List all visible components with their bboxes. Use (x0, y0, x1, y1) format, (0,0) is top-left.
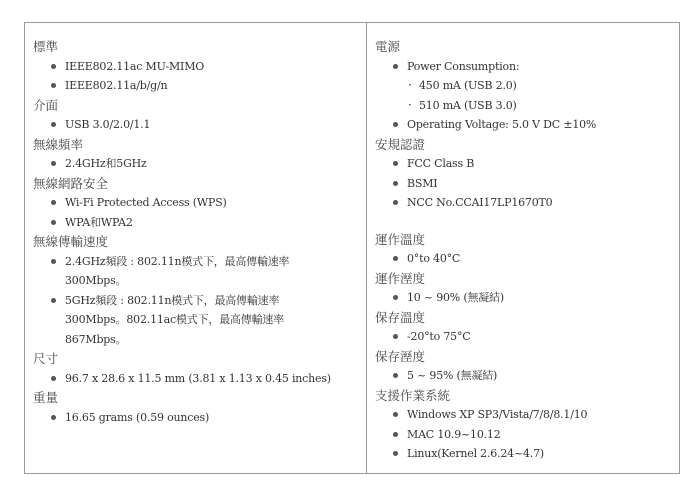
spacer (375, 213, 673, 230)
list-standard (33, 57, 360, 96)
list-item: 96.7 x 28.6 x 11.5 mm (3.81 x 1.13 x 0.45 inches) (33, 369, 360, 389)
list-item: Power Consumption: (375, 57, 673, 77)
heading-certification: 安規認證 (375, 136, 426, 152)
section-dimensions (33, 349, 360, 388)
list-dimensions (33, 369, 360, 389)
section-operating-humidity (375, 269, 673, 308)
heading-dimensions: 尺寸 (33, 351, 59, 366)
list-item: Wi-Fi Protected Access (WPS) (33, 193, 360, 213)
section-weight (33, 388, 360, 427)
list-item: IEEE802.11a/b/g/n (33, 76, 360, 96)
list-speed (33, 252, 360, 350)
list-certification (375, 154, 673, 213)
list-power (375, 57, 673, 135)
list-item: IEEE802.11ac MU-MIMO (33, 57, 360, 77)
list-interface (33, 115, 360, 135)
heading-operating-humidity: 運作溼度 (375, 270, 426, 286)
section-operating-temp (375, 230, 673, 269)
section-certification (375, 135, 673, 213)
section-interface (33, 96, 360, 135)
list-item: Windows XP SP3/Vista/7/8/8.1/10 (375, 405, 673, 425)
heading-storage-temp: 保存溫度 (375, 309, 426, 325)
list-item: Operating Voltage: 5.0 V DC ±10% (375, 115, 673, 135)
section-storage-temp (375, 308, 673, 347)
section-security (33, 174, 360, 233)
heading-frequency: 無線頻率 (33, 136, 84, 152)
heading-operating-temp: 運作溫度 (375, 231, 426, 247)
section-storage-humidity (375, 347, 673, 386)
heading-security: 無線網路安全 (33, 175, 109, 191)
list-frequency (33, 154, 360, 174)
list-item: MAC 10.9~10.12 (375, 425, 673, 445)
list-item: WPA和WPA2 (33, 213, 360, 233)
list-item: Linux(Kernel 2.6.24~4.7) (375, 444, 673, 464)
list-item: 10 ~ 90% (無凝結) (375, 288, 673, 308)
list-storage-humidity (375, 366, 673, 386)
list-operating-temp (375, 249, 673, 269)
list-item: USB 3.0/2.0/1.1 (33, 115, 360, 135)
list-subitem: · 450 mA (USB 2.0) (375, 76, 673, 96)
list-security (33, 193, 360, 232)
list-item: 5GHz頻段 : 802.11n模式下，最高傳輸速率 300Mbps。802.11ac模式下，最高傳輸速率 867Mbps。 (33, 291, 297, 350)
list-item: BSMI (375, 174, 673, 194)
list-item: NCC No.CCAI17LP1670T0 (375, 193, 673, 213)
heading-storage-humidity: 保存溼度 (375, 348, 426, 364)
section-speed (33, 232, 360, 349)
section-os (375, 386, 673, 464)
spec-row (25, 23, 680, 474)
list-os (375, 405, 673, 464)
spec-left-column (25, 23, 367, 474)
list-subitem: · 510 mA (USB 3.0) (375, 96, 673, 116)
spec-table (24, 22, 680, 474)
heading-speed: 無線傳輸速度 (33, 234, 109, 249)
list-weight (33, 408, 360, 428)
heading-os: 支援作業系統 (375, 387, 451, 403)
section-power (375, 37, 673, 135)
heading-interface: 介面 (33, 97, 59, 113)
list-item: 5 ~ 95% (無凝結) (375, 366, 673, 386)
section-standard (33, 37, 360, 96)
section-frequency (33, 135, 360, 174)
list-storage-temp (375, 327, 673, 347)
heading-weight: 重量 (33, 390, 59, 405)
spec-right-column (367, 23, 680, 474)
list-item: 2.4GHz和5GHz (33, 154, 360, 174)
list-operating-humidity (375, 288, 673, 308)
list-item: 16.65 grams (0.59 ounces) (33, 408, 360, 428)
list-item: 0°to 40°C (375, 249, 673, 269)
heading-standard: 標準 (33, 39, 59, 54)
list-item: FCC Class B (375, 154, 673, 174)
list-item: 2.4GHz頻段 : 802.11n模式下，最高傳輸速率 300Mbps。 (33, 252, 297, 291)
list-item: -20°to 75°C (375, 327, 673, 347)
heading-power: 電源 (375, 39, 401, 54)
